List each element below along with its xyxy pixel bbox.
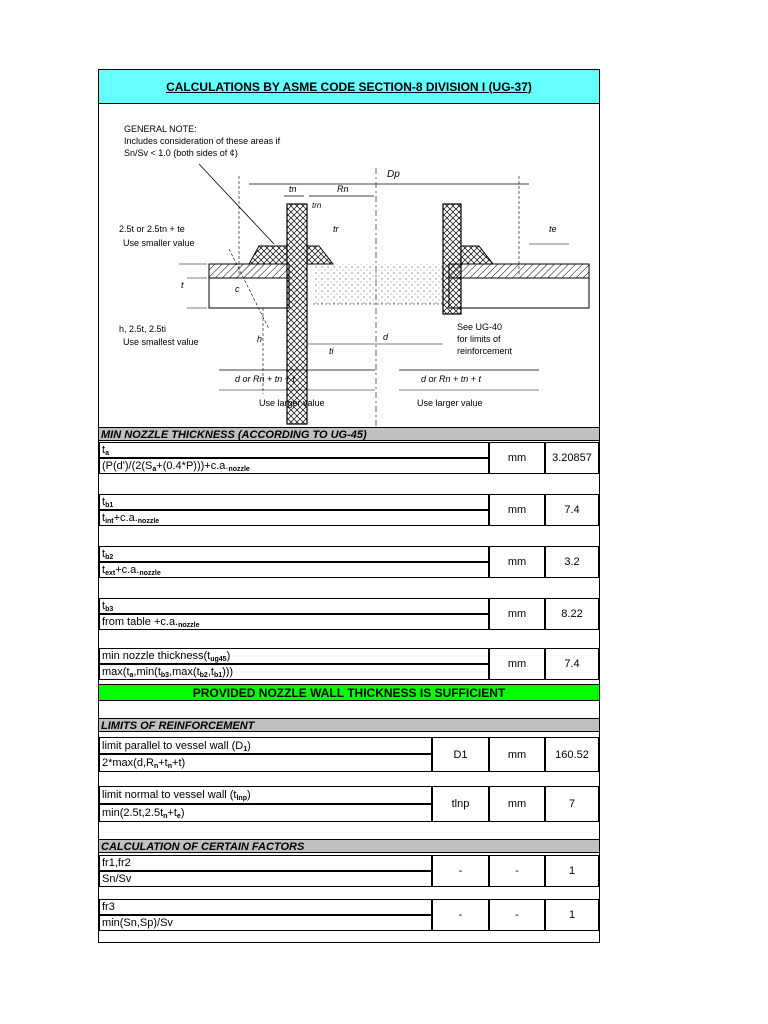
d1-label-cell: limit parallel to vessel wall $(D_1)$ [99,737,432,754]
tmin-unit: mm [489,648,545,680]
left-top-annot: 2.5t or 2.5tn + te [119,224,185,234]
label-d: d [383,332,389,342]
nozzle-diagram [99,104,599,428]
section-min-thickness: MIN NOZZLE THICKNESS (ACCORDING TO UG-45) [99,427,599,441]
tb2-label-cell: $t_{b2}$ [99,546,489,562]
dim-right: d or Rn + tn + t [421,374,482,384]
tb1-formula-cell: $t_{int}+c.a._{nozzle}$ [99,510,489,526]
tb1-value: 7.4 [545,494,599,526]
fr12-symbol: - [432,855,489,887]
thickness-status-banner: PROVIDED NOZZLE WALL THICKNESS IS SUFFICIENT [99,684,599,701]
label-ti: ti [329,346,334,356]
dim-left: d or Rn + tn + t [235,374,296,384]
label-rn: Rn [337,184,349,194]
section-limits: LIMITS OF REINFORCEMENT [99,718,599,732]
label-h: h [257,334,263,344]
tb2-value: 3.2 [545,546,599,578]
section-factors: CALCULATION OF CERTAIN FACTORS [99,839,599,853]
fr3-symbol: - [432,899,489,931]
d1-symbol: D1 [432,737,489,772]
label-tr: tr [333,224,339,234]
tb1-unit: mm [489,494,545,526]
general-note-title: GENERAL NOTE: [124,124,197,134]
tmin-label-cell: min nozzle $thickness(t_{ug45})$ [99,648,489,664]
ta-value: 3.20857 [545,442,599,474]
left-bottom-annot: h, 2.5t, 2.5ti [119,324,167,334]
fr3-formula-cell: min(Sn,Sp)/Sv [99,915,432,931]
tlnp-formula-cell: $\min(2.5t,2.5t_n+t_e)$ [99,804,432,822]
fr3-label-cell: fr3 [99,899,432,915]
left-bottom-annot-2: Use smallest value [123,337,199,347]
fr12-unit: - [489,855,545,887]
general-note-line1: Includes consideration of these areas if [124,136,281,146]
ta-formula-cell: ($P(d')/(2(S_a+(0.4*P)))+c.a._{nozzle}$ [99,458,489,474]
tb3-value: 8.22 [545,598,599,630]
fr12-formula-cell: Sn/Sv [99,871,432,887]
fr12-label-cell: fr1,fr2 [99,855,432,871]
label-t: t [181,280,184,290]
fr3-unit: - [489,899,545,931]
general-note-line2: Sn/Sv < 1.0 (both sides of ¢) [124,148,238,158]
d1-formula-cell: $2*\max(d,R_n+t_n+t)$ [99,754,432,772]
see-ug40-3: reinforcement [457,346,513,356]
tmin-value: 7.4 [545,648,599,680]
d1-unit: mm [489,737,545,772]
tb3-unit: mm [489,598,545,630]
tlnp-label-cell: limit normal to vessel wall $(t_{lnp})$ [99,786,432,804]
see-ug40-2: for limits of [457,334,501,344]
use-larger-left: Use larger value [259,398,325,408]
label-tn: tn [289,184,297,194]
tlnp-unit: mm [489,786,545,822]
see-ug40: See UG-40 [457,322,503,332]
label-dp: Dp [387,169,400,180]
tb2-unit: mm [489,546,545,578]
calculation-sheet [98,69,600,943]
tb3-label-cell: $t_{b3}$ [99,598,489,614]
ta-label-cell: $t_a$ [99,442,489,458]
left-top-annot-2: Use smaller value [123,238,195,248]
label-trn: trn [312,201,322,210]
tb2-formula-cell: $t_{ext}+c.a._{nozzle}$ [99,562,489,578]
nozzle-reinforcement-figure [99,104,599,428]
sheet-title: CALCULATIONS BY ASME CODE SECTION-8 DIVISION I (UG-37) [99,70,599,104]
fr12-value: 1 [545,855,599,887]
fr3-value: 1 [545,899,599,931]
tlnp-value: 7 [545,786,599,822]
tmin-formula-cell: $\max(t_a,\min(t_{b3},\max(t_{b2},t_{b1})))$ [99,664,489,680]
tb1-label-cell: $t_{b1}$ [99,494,489,510]
d1-value: 160.52 [545,737,599,772]
use-larger-right: Use larger value [417,398,483,408]
ta-unit: mm [489,442,545,474]
label-c: c [235,284,240,294]
tb3-formula-cell: from table $+c.a._{nozzle}$ [99,614,489,630]
tlnp-symbol: tlnp [432,786,489,822]
label-te: te [549,224,557,234]
